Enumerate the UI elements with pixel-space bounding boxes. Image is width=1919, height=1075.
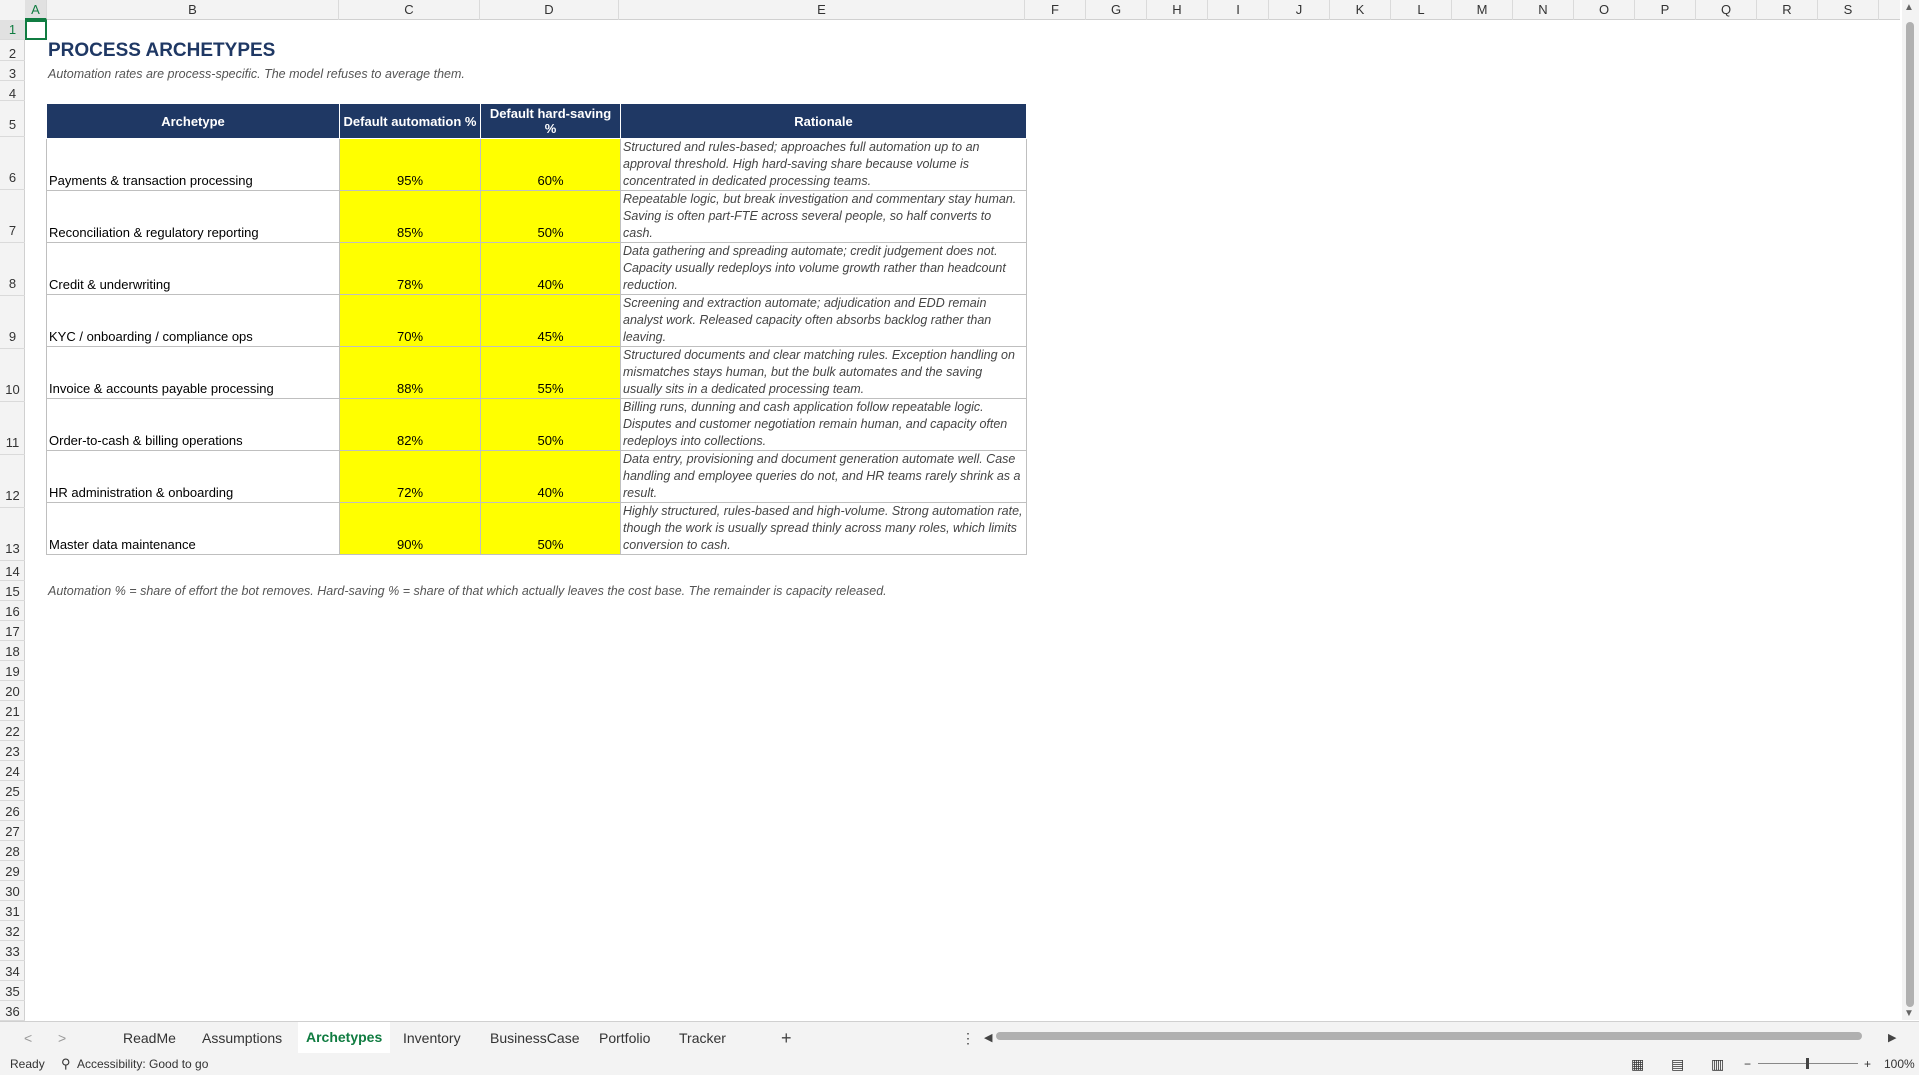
tab-readme[interactable]: ReadMe	[123, 1030, 176, 1046]
column-header-a[interactable]: A	[25, 0, 47, 20]
row-header[interactable]: 25	[0, 781, 25, 801]
row-header[interactable]: 12	[0, 455, 25, 508]
tab-assumptions[interactable]: Assumptions	[202, 1030, 283, 1046]
column-header-n[interactable]: N	[1513, 0, 1574, 20]
row-header[interactable]: 2	[0, 40, 25, 61]
row-header[interactable]: 33	[0, 941, 25, 961]
hard-saving-cell[interactable]: 40%	[481, 451, 621, 503]
row-header[interactable]: 5	[0, 101, 25, 137]
status-bar	[0, 1053, 1919, 1075]
normal-view-icon[interactable]: ▦	[1631, 1056, 1645, 1072]
rationale-cell[interactable]: Repeatable logic, but break investigation and commentary stay human. Saving is often part-FTE across several people, so half converts to cash.	[621, 191, 1027, 243]
hard-saving-cell[interactable]: 50%	[481, 191, 621, 243]
zoom-level[interactable]: 100%	[1884, 1057, 1915, 1071]
add-sheet-button[interactable]: +	[781, 1028, 792, 1048]
column-header-c[interactable]: C	[339, 0, 480, 20]
row-header[interactable]: 31	[0, 901, 25, 921]
automation-cell[interactable]: 85%	[340, 191, 481, 243]
row-header[interactable]: 10	[0, 349, 25, 402]
archetype-cell[interactable]: Reconciliation & regulatory reporting	[47, 191, 340, 243]
row-header[interactable]: 30	[0, 881, 25, 901]
archetype-cell[interactable]: HR administration & onboarding	[47, 451, 340, 503]
row-header[interactable]: 24	[0, 761, 25, 781]
row-header[interactable]: 13	[0, 508, 25, 561]
header-default-automation[interactable]: Default automation %	[340, 104, 481, 139]
horizontal-scroll-thumb[interactable]	[996, 1032, 1862, 1040]
hard-saving-cell[interactable]: 50%	[481, 503, 621, 555]
sheet-subtitle: Automation rates are process-specific. The model refuses to average them.	[48, 67, 465, 81]
rationale-cell[interactable]: Highly structured, rules-based and high-volume. Strong automation rate, though the work is usually spread thinly across many roles, which limits conversion to cash.	[621, 503, 1027, 555]
automation-cell[interactable]: 72%	[340, 451, 481, 503]
hard-saving-cell[interactable]: 60%	[481, 139, 621, 191]
row-header[interactable]: 8	[0, 243, 25, 296]
row-header[interactable]: 18	[0, 641, 25, 661]
column-header-i[interactable]: I	[1208, 0, 1269, 20]
column-header-g[interactable]: G	[1086, 0, 1147, 20]
zoom-in-icon[interactable]: +	[1864, 1057, 1872, 1071]
row-header[interactable]: 11	[0, 402, 25, 455]
scroll-up-icon[interactable]: ▲	[1904, 2, 1914, 13]
automation-cell[interactable]: 90%	[340, 503, 481, 555]
row-header[interactable]: 4	[0, 81, 25, 101]
column-header-o[interactable]: O	[1574, 0, 1635, 20]
row-header[interactable]: 7	[0, 190, 25, 243]
row-header[interactable]: 29	[0, 861, 25, 881]
row-header[interactable]: 26	[0, 801, 25, 821]
vertical-scroll-thumb[interactable]	[1906, 22, 1914, 1007]
select-all-corner[interactable]	[0, 0, 26, 20]
row-header[interactable]: 6	[0, 137, 25, 190]
row-header[interactable]: 34	[0, 961, 25, 981]
header-rationale[interactable]: Rationale	[621, 104, 1027, 139]
row-header[interactable]: 22	[0, 721, 25, 741]
archetypes-table	[46, 103, 1027, 555]
hard-saving-cell[interactable]: 55%	[481, 347, 621, 399]
automation-cell[interactable]: 95%	[340, 139, 481, 191]
row-header[interactable]: 3	[0, 61, 25, 81]
table-row	[47, 503, 1027, 555]
row-header[interactable]: 27	[0, 821, 25, 841]
column-header-m[interactable]: M	[1452, 0, 1513, 20]
hard-saving-cell[interactable]: 40%	[481, 243, 621, 295]
column-header-r[interactable]: R	[1757, 0, 1818, 20]
tab-portfolio[interactable]: Portfolio	[599, 1030, 651, 1046]
zoom-out-icon[interactable]: −	[1744, 1057, 1752, 1071]
row-header[interactable]: 1	[0, 20, 25, 40]
table-header-row	[47, 104, 1027, 139]
table-row	[47, 295, 1027, 347]
automation-cell[interactable]: 88%	[340, 347, 481, 399]
table-row	[47, 191, 1027, 243]
table-row	[47, 243, 1027, 295]
sheet-title: PROCESS ARCHETYPES	[48, 40, 276, 61]
rationale-cell[interactable]: Data entry, provisioning and document generation automate well. Case handling and employee queries do not, and HR teams rarely shrink as a result.	[621, 451, 1027, 503]
accessibility-icon[interactable]: ⚲	[61, 1056, 71, 1071]
row-header[interactable]: 36	[0, 1001, 25, 1021]
automation-cell[interactable]: 82%	[340, 399, 481, 451]
tab-tracker[interactable]: Tracker	[679, 1030, 726, 1046]
footnote: Automation % = share of effort the bot removes. Hard-saving % = share of that which actually leaves the cost base. The remainder is capacity released.	[48, 584, 887, 598]
table-row	[47, 399, 1027, 451]
tab-scroll-left-icon[interactable]: <	[24, 1030, 33, 1046]
table-row	[47, 451, 1027, 503]
header-default-hard-saving[interactable]: Default hard-saving %	[481, 104, 621, 139]
hscroll-left-icon[interactable]: ◀	[984, 1032, 993, 1044]
table-row	[47, 139, 1027, 191]
row-header[interactable]: 9	[0, 296, 25, 349]
row-header[interactable]: 19	[0, 661, 25, 681]
row-header[interactable]: 28	[0, 841, 25, 861]
row-header[interactable]: 23	[0, 741, 25, 761]
row-header[interactable]: 15	[0, 581, 25, 601]
column-header-q[interactable]: Q	[1696, 0, 1757, 20]
tab-inventory[interactable]: Inventory	[403, 1030, 461, 1046]
active-cell-a1[interactable]	[25, 20, 47, 40]
status-ready: Ready	[10, 1057, 45, 1071]
column-header-k[interactable]: K	[1330, 0, 1391, 20]
hscroll-right-icon[interactable]: ▶	[1888, 1032, 1897, 1044]
row-header[interactable]: 17	[0, 621, 25, 641]
automation-cell[interactable]: 78%	[340, 243, 481, 295]
column-header-e[interactable]: E	[619, 0, 1025, 20]
row-header-bar	[0, 20, 25, 1020]
hard-saving-cell[interactable]: 50%	[481, 399, 621, 451]
tab-archetypes[interactable]: Archetypes	[298, 1022, 390, 1056]
archetype-cell[interactable]: KYC / onboarding / compliance ops	[47, 295, 340, 347]
rationale-cell[interactable]: Structured and rules-based; approaches full automation up to an approval threshold. High hard-saving share because volume is concentrated in dedicated processing teams.	[621, 139, 1027, 191]
rationale-cell[interactable]: Data gathering and spreading automate; credit judgement does not. Capacity usually redeploys into volume growth rather than headcount reduction.	[621, 243, 1027, 295]
tab-scroll-right-icon[interactable]: >	[58, 1030, 67, 1046]
tab-businesscase[interactable]: BusinessCase	[490, 1030, 580, 1046]
hard-saving-cell[interactable]: 45%	[481, 295, 621, 347]
rationale-cell[interactable]: Screening and extraction automate; adjudication and EDD remain analyst work. Released capacity often absorbs backlog rather than leaving.	[621, 295, 1027, 347]
scroll-down-icon[interactable]: ▼	[1904, 1008, 1914, 1019]
column-header-b[interactable]: B	[47, 0, 339, 20]
automation-cell[interactable]: 70%	[340, 295, 481, 347]
column-header-p[interactable]: P	[1635, 0, 1696, 20]
page-break-preview-icon[interactable]: ▥	[1711, 1056, 1725, 1072]
header-archetype[interactable]: Archetype	[47, 104, 340, 139]
accessibility-status[interactable]: Accessibility: Good to go	[77, 1057, 209, 1071]
row-header[interactable]: 32	[0, 921, 25, 941]
archetype-cell[interactable]: Master data maintenance	[47, 503, 340, 555]
archetype-cell[interactable]: Credit & underwriting	[47, 243, 340, 295]
row-header[interactable]: 35	[0, 981, 25, 1001]
archetype-cell[interactable]: Payments & transaction processing	[47, 139, 340, 191]
row-header[interactable]: 20	[0, 681, 25, 701]
row-header[interactable]: 14	[0, 561, 25, 581]
column-header-f[interactable]: F	[1025, 0, 1086, 20]
column-header-bar	[0, 0, 1900, 20]
more-options-icon[interactable]: ⋮	[961, 1030, 975, 1046]
column-header-h[interactable]: H	[1147, 0, 1208, 20]
table-row	[47, 347, 1027, 399]
column-header-s[interactable]: S	[1818, 0, 1879, 20]
row-header[interactable]: 21	[0, 701, 25, 721]
column-header-d[interactable]: D	[480, 0, 619, 20]
rationale-cell[interactable]: Structured documents and clear matching rules. Exception handling on mismatches stays human, but the bulk automates and the saving usually sits in a dedicated processing team.	[621, 347, 1027, 399]
page-layout-icon[interactable]: ▤	[1671, 1056, 1685, 1072]
archetype-cell[interactable]: Invoice & accounts payable processing	[47, 347, 340, 399]
rationale-cell[interactable]: Billing runs, dunning and cash application follow repeatable logic. Disputes and customer negotiation remain human, and capacity often redeploys into collections.	[621, 399, 1027, 451]
column-header-l[interactable]: L	[1391, 0, 1452, 20]
zoom-slider-handle[interactable]	[1806, 1058, 1809, 1069]
row-header[interactable]: 16	[0, 601, 25, 621]
column-header-j[interactable]: J	[1269, 0, 1330, 20]
archetype-cell[interactable]: Order-to-cash & billing operations	[47, 399, 340, 451]
